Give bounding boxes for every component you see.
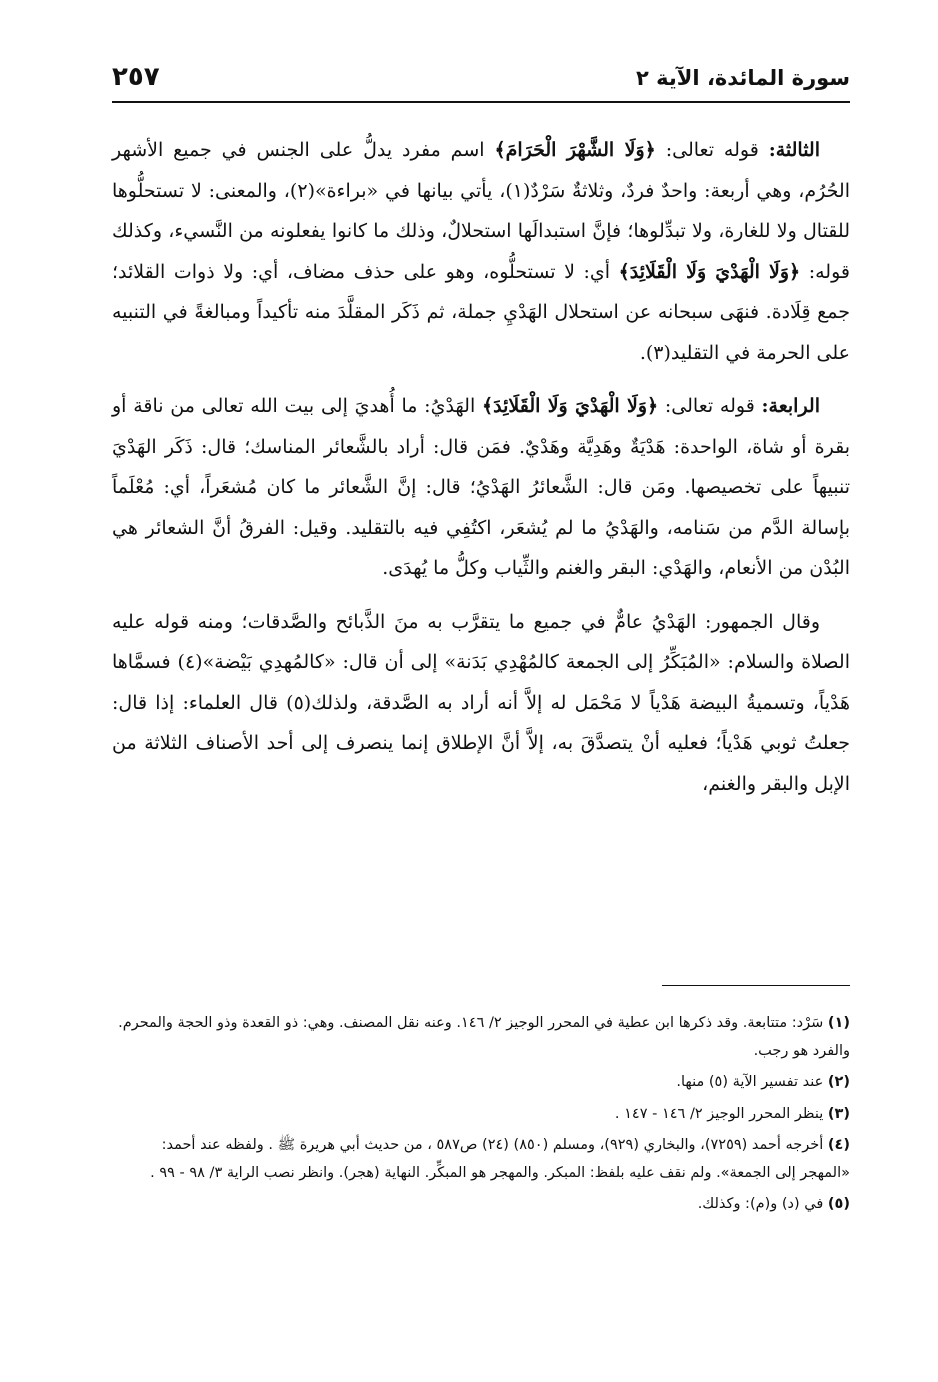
quran-quote: ﴿وَلَا الشَّهْرَ الْحَرَامَ﴾ bbox=[494, 139, 656, 161]
footnote-text: أخرجه أحمد (٧٢٥٩)، والبخاري (٩٢٩)، ومسلم (٨٥٠) (٢٤) ص٥٨٧ ، من حديث أبي هريرة ﷺ . ولفظه عند أحمد: «المهجر إلى الجمعة». ولم نقف عليه بلفظ: المبكر. والمهجر هو المبكِّر. النهاية (هجر). وانظر نصب الراية ٣/ ٩٨ - ٩٩ . bbox=[150, 1137, 850, 1181]
text-run: اسم مفرد يدلُّ على الجنس في جميع الأشهر الحُرُم، وهي أربعة: واحدٌ فردٌ، وثلاثةٌ سَرْدٌ(١)، يأتي بيانها في «براءة»(٢)، والمعنى: لا تستحلُّوها للقتال ولا للغارة، ولا تبدِّلوها؛ فإنَّ استبدالَها استحلالٌ، وذلك ما كانوا يفعلونه من النَّسيء، وكذلك قوله: bbox=[112, 139, 850, 283]
quran-quote: ﴿وَلَا الْهَدْيَ وَلَا الْقَلَائِدَ﴾ bbox=[481, 395, 659, 417]
quran-quote: ﴿وَلَا الْهَدْيَ وَلَا الْقَلَائِدَ﴾ bbox=[618, 260, 801, 283]
footnote-number: (٢) bbox=[827, 1074, 850, 1090]
page-header bbox=[112, 60, 850, 102]
footnote bbox=[112, 1010, 850, 1065]
paragraph-lead: الرابعة: bbox=[761, 395, 820, 417]
footnote-number: (٣) bbox=[827, 1105, 850, 1122]
text-run: قوله تعالى: bbox=[658, 395, 762, 417]
text-run: الهَدْيُ: ما أُهديَ إلى بيت الله تعالى من ناقة أو بقرة أو شاة، الواحدة: هَدْيَةٌ وهَدِيَّة وهَدْيٌ. فمَن قال: أراد بالشَّعائر المناسك؛ قال: ذَكَر الهَدْيَ تنبيهاً على تخصيصها. ومَن قال: الشَّعائرُ الهَدْيُ؛ قال: إنَّ الشَّعائر ما كان مُشعَراً، أي: مُعْلَماً بإسالة الدَّم من سَنامه، والهَدْيُ ما لم يُشعَر، اكتُفِي فيه بالتقليد. وقيل: الفرقُ أنَّ الشعائر هي البُدْن من الأنعام، والهَدْي: البقر والغنم والثِّياب وكلُّ ما يُهدَى. bbox=[112, 395, 850, 579]
footnote-text: في (د) و(م): وكذلك. bbox=[697, 1196, 824, 1212]
paragraph-fourth bbox=[112, 386, 850, 589]
header-rule bbox=[112, 101, 850, 103]
page-number: ٢٥٧ bbox=[112, 62, 160, 92]
footnote-text: ينظر المحرر الوجيز ٢/ ١٤٦ - ١٤٧ . bbox=[614, 1105, 824, 1122]
footnote-separator bbox=[662, 985, 850, 986]
footnote bbox=[112, 1191, 850, 1219]
running-title: سورة المائدة، الآية ٢ bbox=[636, 66, 850, 90]
main-text bbox=[112, 130, 850, 817]
footnote bbox=[112, 1132, 850, 1187]
footnote-text: عند تفسير الآية (٥) منها. bbox=[676, 1074, 824, 1090]
footnote-number: (١) bbox=[827, 1015, 850, 1031]
paragraph-third bbox=[112, 130, 850, 373]
footnote bbox=[112, 1069, 850, 1097]
footnote-number: (٥) bbox=[827, 1196, 850, 1212]
footnote-text: سَرْد: متتابعة. وقد ذكرها ابن عطية في المحرر الوجيز ٢/ ١٤٦. وعنه نقل المصنف. وهي: ذو القعدة وذو الحجة والمحرم. والفرد هو رجب. bbox=[118, 1015, 850, 1059]
footnote-number: (٤) bbox=[827, 1137, 850, 1153]
footnote bbox=[112, 1101, 850, 1129]
paragraph-majority: وقال الجمهور: الهَدْيُ عامٌّ في جميع ما يتقرَّب به منَ الذَّبائح والصَّدقات؛ ومنه قوله عليه الصلاة والسلام: «المُبَكِّرُ إلى الجمعة كالمُهْدِي بَدَنة» إلى أن قال: «كالمُهدِي بَيْضة»(٤) فسمَّاها هَدْياً، وتسميةُ البيضة هَدْياً لا مَحْمَل له إلاَّ أنه أراد به الصَّدقة، ولذلك(٥) قال العلماء: إذا قال: جعلتُ ثوبي هَدْياً؛ فعليه أنْ يتصدَّقَ به، إلاَّ أنَّ الإطلاق إنما ينصرف إلى أحد الأصناف الثلاثة من الإبل والبقر والغنم، bbox=[112, 610, 850, 795]
footnotes bbox=[112, 1010, 850, 1223]
text-run: قوله تعالى: bbox=[655, 139, 769, 161]
text-run: أي: لا تستحلُّوه، وهو على حذف مضاف، أي: ولا ذوات القلائد؛ جمع قِلَادة. فنهَى سبحانه عن استحلال الهَدْيِ جملة، ثم ذَكَر المقلَّدَ منه تأكيداً ومبالغةً في التنبيه على الحرمة في التقليد(٣). bbox=[112, 260, 850, 364]
paragraph-lead: الثالثة: bbox=[768, 139, 821, 161]
